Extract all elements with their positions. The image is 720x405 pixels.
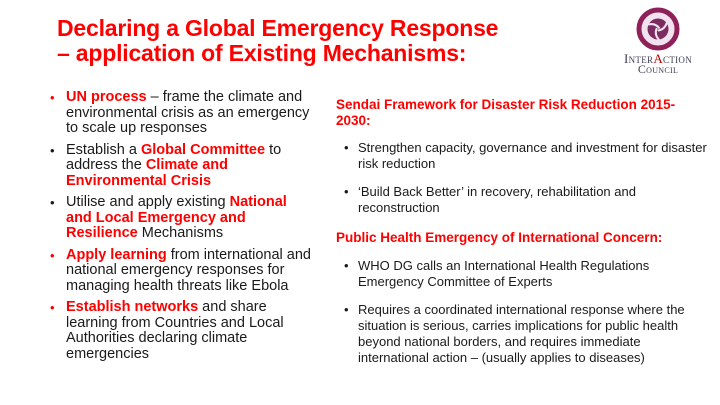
list-item (336, 140, 708, 172)
list-item (336, 302, 708, 366)
bullet-marker: • (50, 195, 55, 210)
logo-wordmark-line2: Council (637, 62, 679, 76)
body-text: Mechanisms (137, 225, 224, 241)
section-heading: Public Health Emergency of International Concern: (336, 230, 663, 245)
body-text: Requires a coordinated international response where the situation is serious, carries implications for public health beyond national borders, and requires immediate international action – (usually applies to diseases) (358, 301, 685, 365)
highlight-text: Apply learning (66, 246, 167, 263)
section-public-health-emergency (336, 230, 708, 366)
list-item (336, 184, 708, 216)
bullet-marker: • (50, 90, 55, 105)
list-item (48, 143, 312, 190)
list-item (48, 195, 312, 242)
triskelion-emblem-icon (635, 6, 681, 52)
left-column (48, 90, 312, 368)
logo-text-inter: Inter (623, 51, 654, 66)
slide-title (57, 16, 498, 66)
highlight-text: Global Committee (140, 141, 266, 158)
bullet-marker: • (344, 257, 349, 273)
slide-title-line1: Declaring a Global Emergency Response (57, 15, 499, 41)
highlight-text: National and Local Emergency and Resilience (66, 194, 287, 241)
body-text: WHO DG calls an International Health Regulations Emergency Committee of Experts (358, 257, 650, 289)
bullet-marker: • (344, 301, 349, 317)
bullet-marker: • (344, 184, 349, 199)
list-item (336, 258, 708, 290)
bullet-marker: • (344, 140, 349, 155)
right-column (336, 97, 708, 378)
highlight-text: UN process (66, 89, 147, 105)
body-text: from international and national emergency responses for managing health threats like Ebola (66, 246, 311, 294)
section-sendai-framework (336, 97, 708, 216)
body-text: Establish a (66, 141, 141, 158)
highlight-text: Climate and Environmental Crisis (66, 157, 228, 189)
bullet-marker: • (50, 247, 55, 263)
list-item (48, 90, 312, 137)
bullet-marker: • (50, 300, 55, 315)
list-item (48, 300, 312, 362)
bullet-marker: • (50, 142, 55, 158)
body-text: and share learning from Countries and Local Authorities declaring climate emergencies (66, 299, 284, 362)
interaction-council-logo (610, 6, 706, 74)
list-item (48, 248, 312, 295)
logo-text-ction: ction (663, 51, 693, 66)
highlight-text: Establish networks (66, 299, 199, 315)
slide-title-line2: – application of Existing Mechanisms: (57, 40, 467, 66)
body-text: Utilise and apply existing (66, 194, 230, 210)
body-text: – frame the climate and environmental crisis as an emergency to scale up responses (66, 89, 310, 136)
logo-wordmark (610, 51, 706, 76)
logo-text-a: A (653, 51, 664, 66)
body-text: to address the (66, 141, 282, 173)
body-text: Strengthen capacity, governance and investment for disaster risk reduction (358, 140, 707, 171)
section-heading: Sendai Framework for Disaster Risk Reduction 2015-2030: (336, 97, 676, 128)
body-text: ‘Build Back Better’ in recovery, rehabilitation and reconstruction (358, 184, 636, 215)
